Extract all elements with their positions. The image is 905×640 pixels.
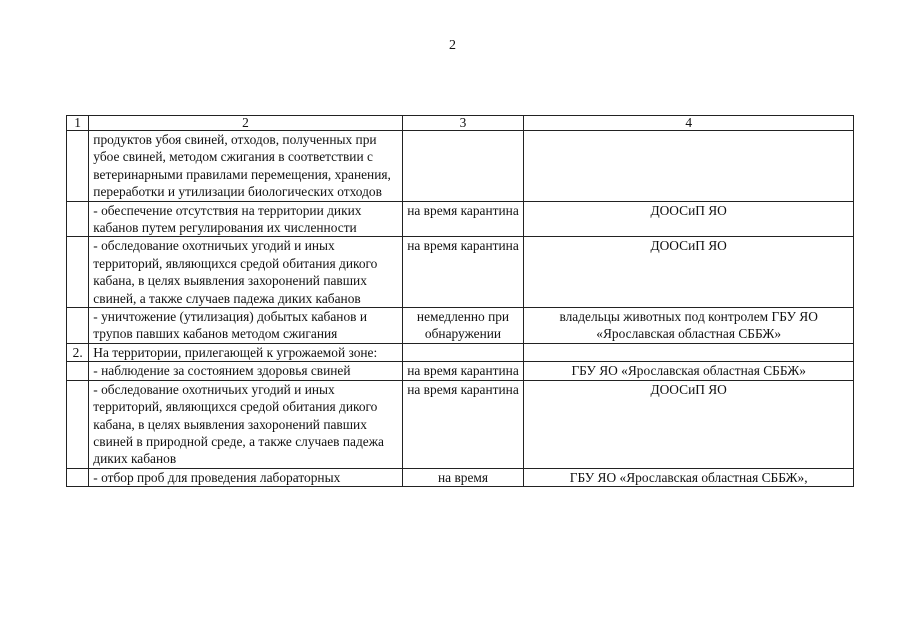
page-number: 2 bbox=[449, 38, 456, 53]
header-col-1: 1 bbox=[67, 116, 89, 131]
table-row bbox=[67, 237, 854, 308]
cell-number bbox=[67, 201, 89, 237]
table-row bbox=[67, 131, 854, 202]
cell-measure: - наблюдение за состоянием здоровья свиней bbox=[89, 362, 402, 380]
measures-table bbox=[66, 115, 854, 487]
cell-responsible: ДООСиП ЯО bbox=[524, 380, 854, 468]
cell-responsible: ДООСиП ЯО bbox=[524, 237, 854, 308]
table-row bbox=[67, 201, 854, 237]
table-row bbox=[67, 308, 854, 344]
header-col-4: 4 bbox=[524, 116, 854, 131]
cell-measure: - уничтожение (утилизация) добытых кабанов и трупов павших кабанов методом сжигания bbox=[89, 308, 402, 344]
header-col-3: 3 bbox=[402, 116, 524, 131]
cell-responsible: владельцы животных под контролем ГБУ ЯО «Ярославская областная СББЖ» bbox=[524, 308, 854, 344]
cell-measure: - обследование охотничьих угодий и иных территорий, являющихся средой обитания дикого кабана, в целях выявления захоронений павших свиней, а также случаев падежа диких кабанов bbox=[89, 237, 402, 308]
cell-responsible bbox=[524, 343, 854, 361]
cell-measure: продуктов убоя свиней, отходов, полученных при убое свиней, методом сжигания в соответствии с ветеринарными правилами перемещения, хранения, переработки и утилизации биологических отходов bbox=[89, 131, 402, 202]
cell-term bbox=[402, 343, 524, 361]
table-row bbox=[67, 343, 854, 361]
cell-measure: - обследование охотничьих угодий и иных территорий, являющихся средой обитания дикого кабана, в целях выявления захоронений павших свиней в природной среде, а также случаев падежа диких кабанов bbox=[89, 380, 402, 468]
cell-term bbox=[402, 131, 524, 202]
table-row bbox=[67, 468, 854, 486]
cell-number bbox=[67, 362, 89, 380]
header-col-2: 2 bbox=[89, 116, 402, 131]
cell-measure: - отбор проб для проведения лабораторных bbox=[89, 468, 402, 486]
cell-responsible: ГБУ ЯО «Ярославская областная СББЖ» bbox=[524, 362, 854, 380]
cell-number bbox=[67, 131, 89, 202]
cell-number bbox=[67, 380, 89, 468]
cell-measure: - обеспечение отсутствия на территории диких кабанов путем регулирования их численности bbox=[89, 201, 402, 237]
cell-term: на время карантина bbox=[402, 362, 524, 380]
cell-number bbox=[67, 308, 89, 344]
cell-term: на время карантина bbox=[402, 237, 524, 308]
cell-term: на время карантина bbox=[402, 380, 524, 468]
cell-number: 2. bbox=[67, 343, 89, 361]
cell-term: на время bbox=[402, 468, 524, 486]
cell-term: на время карантина bbox=[402, 201, 524, 237]
table-body bbox=[67, 131, 854, 487]
cell-term: немедленно при обнаружении bbox=[402, 308, 524, 344]
cell-number bbox=[67, 468, 89, 486]
cell-responsible: ДООСиП ЯО bbox=[524, 201, 854, 237]
cell-responsible bbox=[524, 131, 854, 202]
cell-measure: На территории, прилегающей к угрожаемой зоне: bbox=[89, 343, 402, 361]
cell-responsible: ГБУ ЯО «Ярославская областная СББЖ», bbox=[524, 468, 854, 486]
table-row bbox=[67, 362, 854, 380]
cell-number bbox=[67, 237, 89, 308]
table-header-row bbox=[67, 116, 854, 131]
table-row bbox=[67, 380, 854, 468]
